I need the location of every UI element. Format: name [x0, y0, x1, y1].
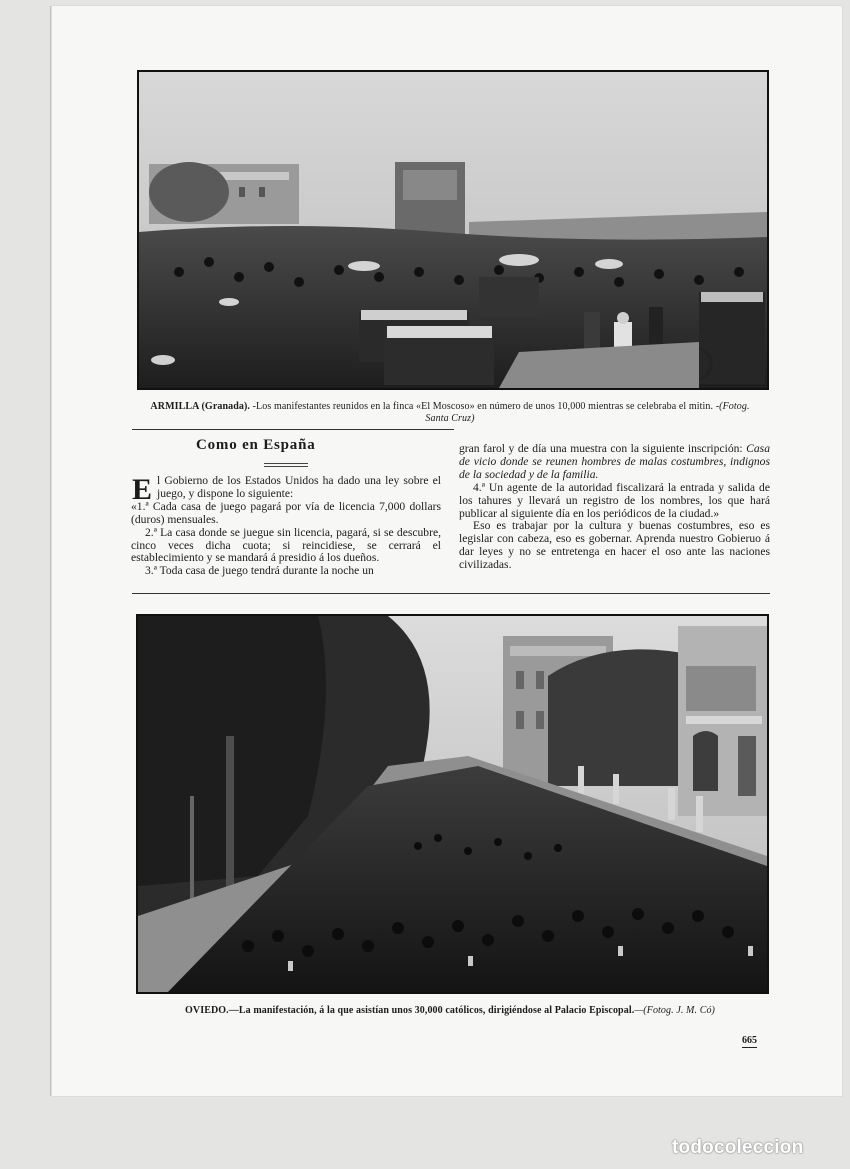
- photo-armilla-image: [139, 72, 767, 388]
- caption-oviedo: [130, 1005, 770, 1017]
- divider-top-right: [454, 429, 770, 430]
- caption-armilla-place: ARMILLA (Granada).: [150, 401, 251, 412]
- paragraph-rule-4: 4.ª Un agente de la autoridad fiscalizará la entrada y salida de los tahures y llevará un registro de los nombres, los que hará publicar al siguiente día en los periódicos de la ciudad.»: [459, 480, 770, 520]
- photo-oviedo-procession: [136, 614, 769, 994]
- article-column-left: [131, 475, 441, 578]
- paragraph-rule-3: 3.ª Toda casa de juego tendrá durante la noche un: [145, 564, 374, 578]
- article-column-right: [459, 443, 770, 572]
- paragraph-intro: l Gobierno de los Estados Unidos ha dado una ley sobre el juego, y dispone lo siguiente:: [157, 474, 441, 500]
- watermark-logo: todocoleccion: [672, 1137, 804, 1158]
- paragraph-rule-2: 2.ª La casa donde se juegue sin licencia, pagará, si se descubre, cinco veces dicha cuota; si reincidiese, se cerrará el establecimiento y se mandará á presidio á los dueños.: [131, 525, 441, 565]
- article-title: Como en España: [196, 437, 316, 453]
- photo-oviedo-image: [138, 616, 767, 992]
- inscription-lead: gran farol y de día una muestra con la siguiente inscripción:: [459, 442, 747, 455]
- inscription-text: Casa de vicio donde se reunen hombres de malas costumbres, indignos de la sociedad y de la familia.: [459, 442, 770, 481]
- title-ornament: [264, 463, 308, 467]
- paragraph-inscription: [459, 443, 770, 482]
- divider-top: [132, 429, 454, 430]
- paragraph-conclusion: Eso es trabajar por la cultura y buenas costumbres, eso es legislar con cabeza, eso es gobernar. Aprenda nuestro Gobieruo á dar leyes y no se entretenga en hacer el oso ante las naciones civilizadas.: [459, 519, 770, 572]
- caption-oviedo-text: OVIEDO.—La manifestación, á la que asistían unos 30,000 católicos, dirigiéndose al Palacio Episcopal.: [185, 1005, 635, 1016]
- caption-armilla-text: -Los manifestantes reunidos en la finca «El Moscoso» en número de unos 10,000 mientras se celebraba el mitin.: [250, 401, 714, 412]
- photo-armilla-crowd: [137, 70, 769, 390]
- caption-armilla: [150, 401, 750, 425]
- caption-oviedo-credit: —(Fotog. J. M. Có): [634, 1005, 715, 1016]
- caption-armilla-credit: -(Fotog. Santa Cruz): [425, 401, 750, 424]
- drop-cap: E: [132, 473, 153, 506]
- page-number: 665: [742, 1035, 757, 1046]
- divider-bottom: [132, 593, 770, 594]
- paragraph-rule-1: «1.ª Cada casa de juego pagará por vía de licencia 7,000 dollars (duros) mensuales.: [131, 499, 441, 526]
